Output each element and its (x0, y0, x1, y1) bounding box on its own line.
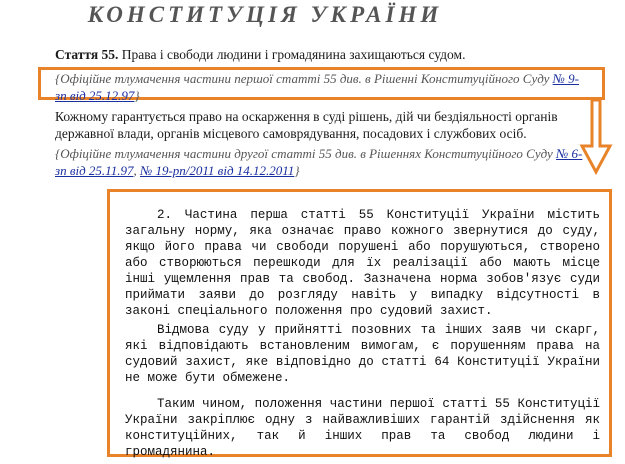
callout-p1-text: 2. Частина перша статті 55 Конституції України містить загальну норму, яка означає право кожного звернутися до суду, якщо його права чи свободи порушені або порушуються, створено або створюються перешкоди для їх реалізації або мають місце інші ущемлення прав та свобод. Зазначена норма зобов'язує суди приймати заяви до розгляду навіть у випадку відсутності в законі спеціального положення про судовий захист. (125, 208, 600, 318)
callout-paragraph-3 (125, 396, 600, 460)
callout-paragraph-2 (125, 322, 600, 386)
page-title: КОНСТИТУЦІЯ УКРАЇНИ (87, 2, 443, 27)
note2-end: } (294, 163, 300, 178)
decision-link-19rp[interactable]: № 19-рп/2011 від 14.12.2011 (139, 163, 295, 178)
note1-end: } (134, 88, 140, 103)
decision-link-9zp[interactable]: № 9-зп від 25.12.97 (55, 71, 579, 103)
callout-paragraph-1 (125, 207, 600, 319)
article-text: Права і свободи людини і громадянина захищаються судом. (121, 47, 466, 62)
article-label: Стаття 55. (55, 47, 119, 62)
note2-text: {Офіційне тлумачення частини другої статті 55 див. в Рішеннях Конституційного Суду (55, 146, 557, 161)
article-paragraph-2: Кожному гарантується право на оскарження в суді рішень, дій чи бездіяльності органів державної влади, органів місцевого самоврядування, посадових і службових осіб. (55, 109, 558, 141)
callout-p2-text: Відмова суду у прийнятті позовних та інших заяв чи скарг, які відповідають встановленим вимогам, є порушенням права на судовий захист, яке відповідно до статті 64 Конституції України не може бути обмежене. (125, 323, 600, 385)
decision-link-6zp[interactable]: № 6-зп від 25.11.97 (55, 146, 583, 178)
note1-text: {Офіційне тлумачення частини першої статті 55 див. в Рішенні Конституційного Суду (55, 71, 553, 86)
note2-separator: , (133, 163, 140, 178)
callout-p3-text: Таким чином, положення частини першої статті 55 Конституції України закріплює одну з найважливіших гарантій здійснення як конституційних, так й інших прав та свобод людини і громадянина. (125, 397, 600, 459)
